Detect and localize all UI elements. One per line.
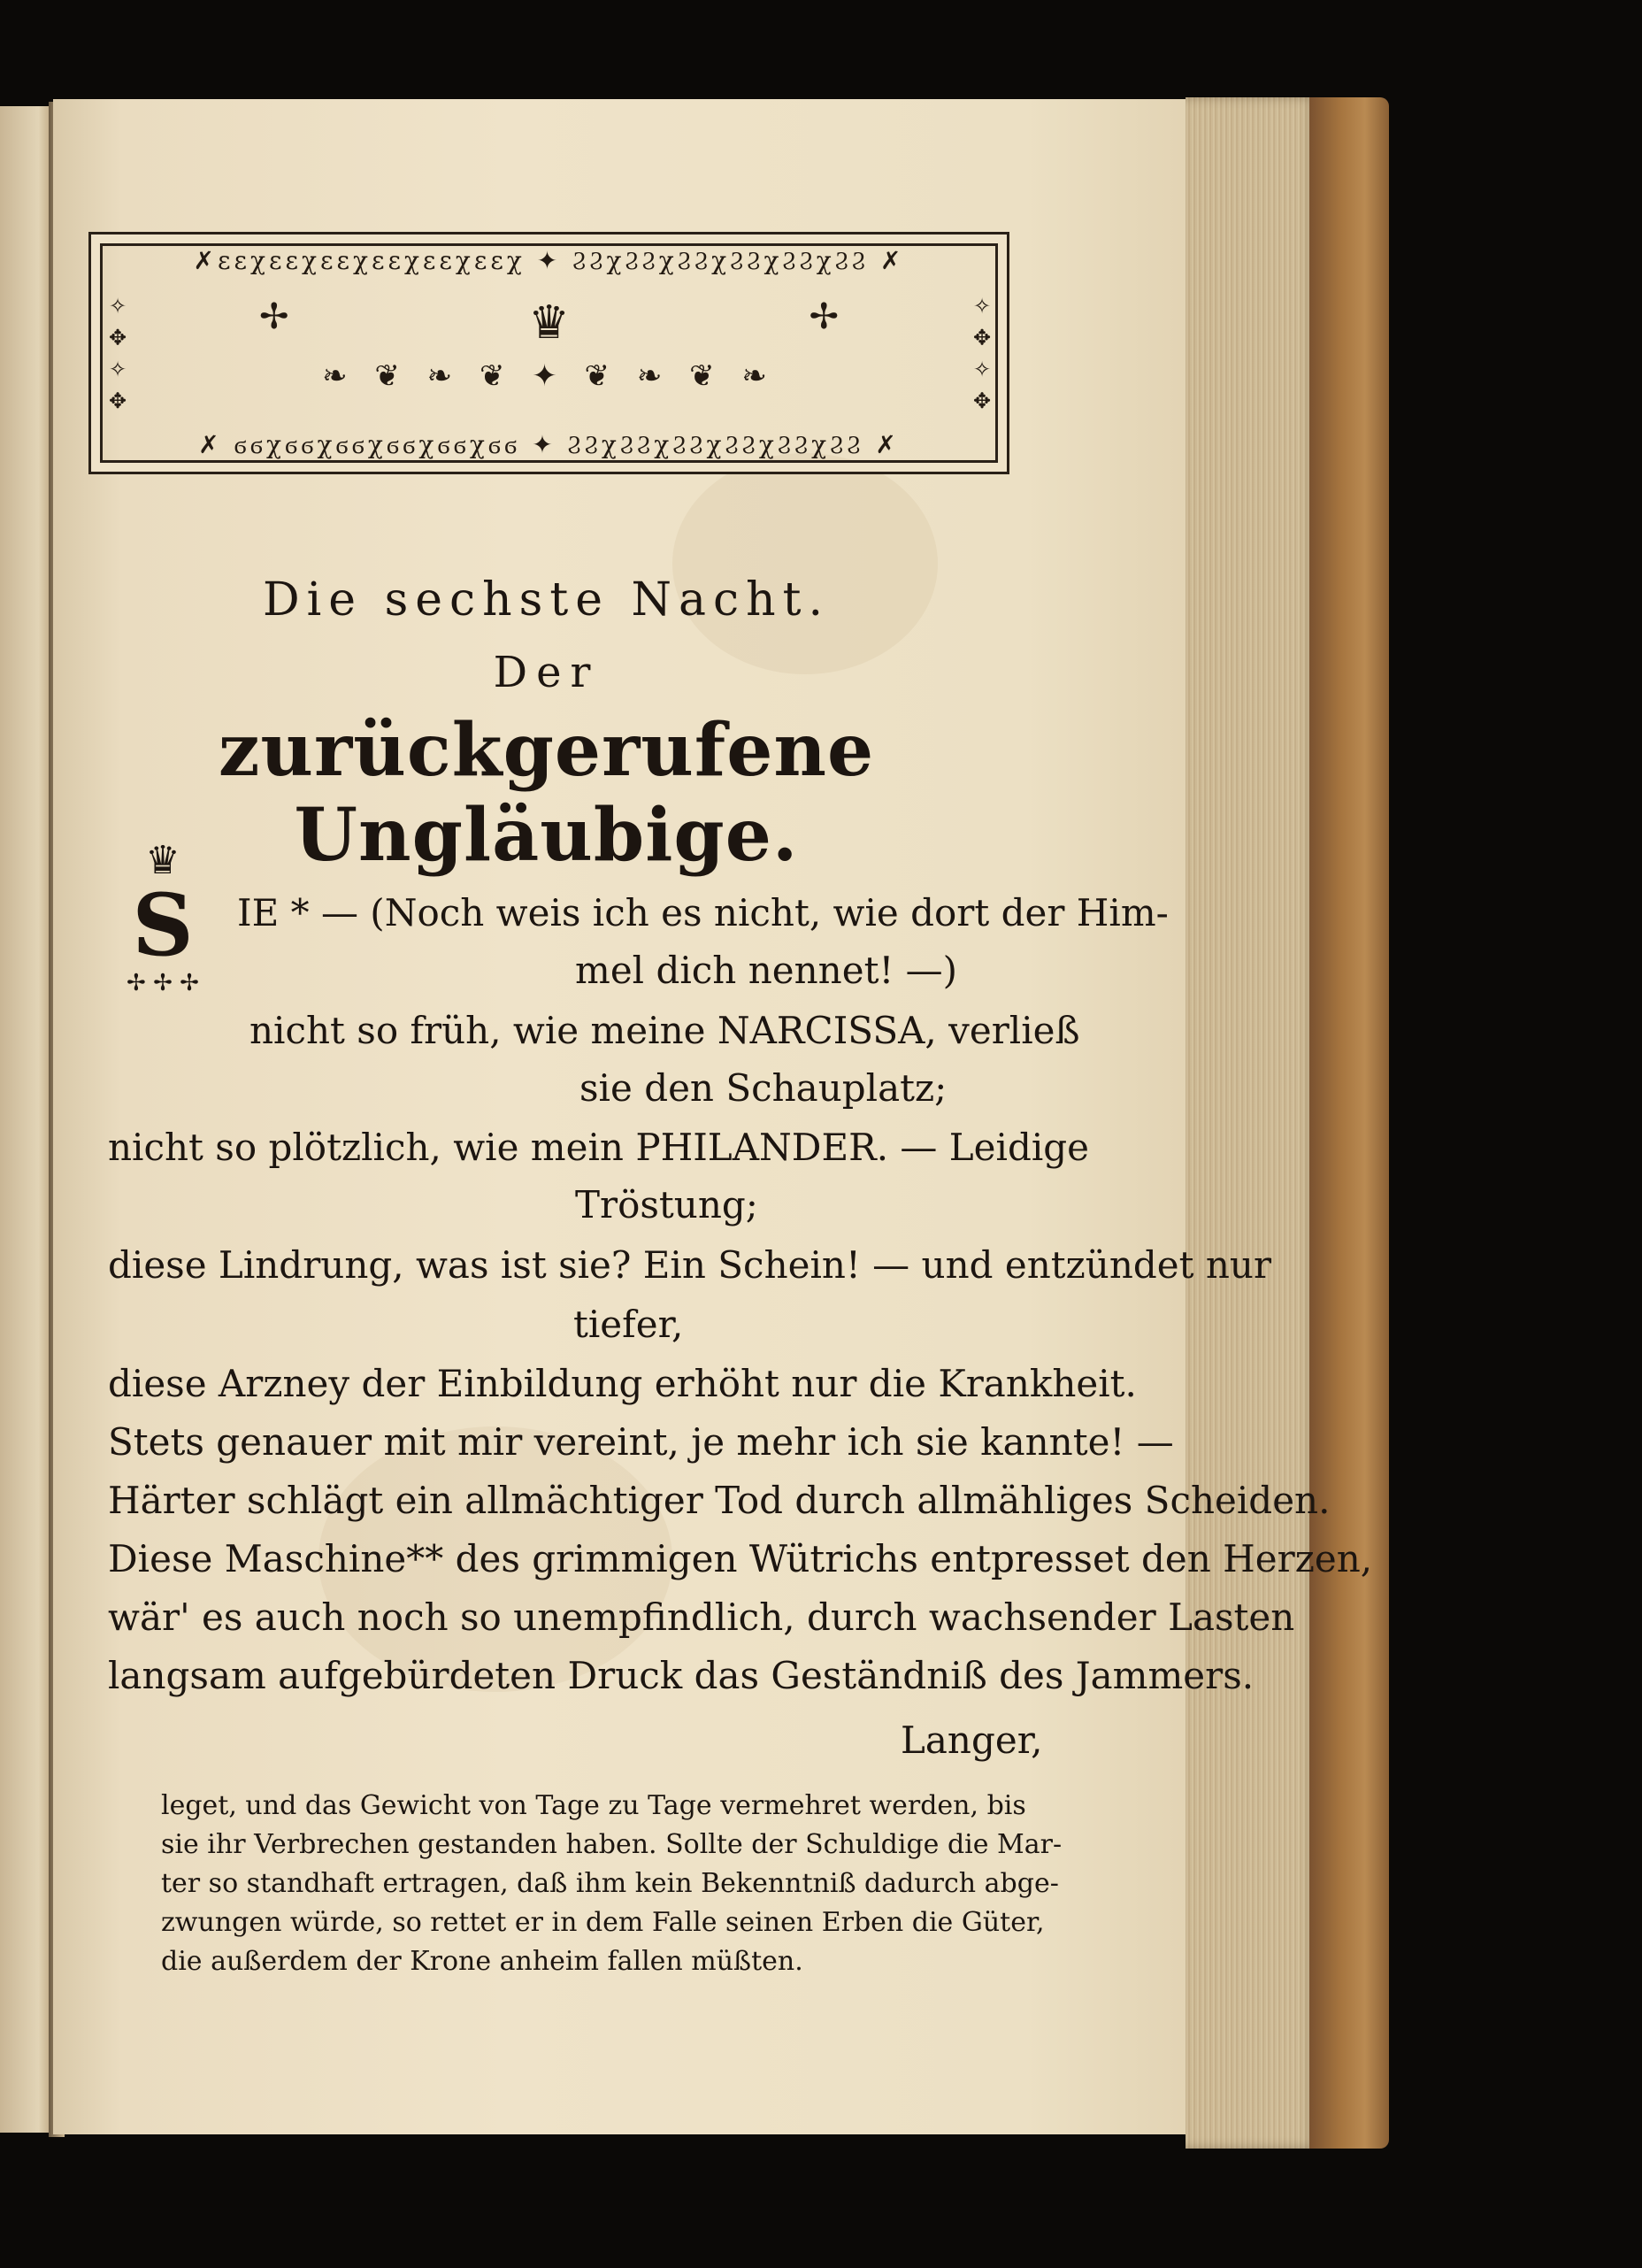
- fleur-icon: ✢: [809, 296, 839, 337]
- facing-page-edge: [0, 106, 55, 2133]
- chapter-heading: Die sechste Nacht.: [262, 573, 831, 627]
- footnote-line: die außerdem der Krone anheim fallen müßten.: [161, 1946, 803, 1977]
- verse-line: tiefer,: [573, 1303, 684, 1346]
- verse-line: wär' es auch noch so unempfindlich, durch wachsender Lasten: [108, 1595, 1295, 1639]
- initial-letter: S: [132, 875, 194, 975]
- verse-line: nicht so früh, wie meine NARCISSA, verließ: [249, 1009, 1080, 1052]
- verse-line: nicht so plötzlich, wie mein PHILANDER. — Leidige: [108, 1126, 1090, 1169]
- header-ornament: [88, 232, 1009, 474]
- chapter-title: zurückgerufene Ungläubige.: [218, 708, 875, 878]
- footnote-line: ter so standhaft ertragen, daß ihm kein Bekenntniß dadurch abge-: [161, 1868, 1059, 1899]
- verse-line: Tröstung;: [575, 1183, 758, 1226]
- ornament-center: [188, 296, 909, 411]
- footnote-line: zwungen würde, so rettet er in dem Falle seinen Erben die Güter,: [161, 1907, 1045, 1938]
- verse-line: IE * — (Noch weis ich es nicht, wie dort der Him-: [237, 891, 1169, 934]
- verse-line: diese Arzney der Einbildung erhöht nur die Krankheit.: [108, 1362, 1137, 1405]
- crown-icon: ♛: [145, 838, 180, 883]
- verse-line: Diese Maschine** des grimmigen Wütrichs entpresset den Herzen,: [108, 1537, 1373, 1580]
- footnote-line: sie ihr Verbrechen gestanden haben. Sollte der Schuldige die Mar-: [161, 1829, 1063, 1860]
- ornament-border-right: ✧ ✥ ✧ ✥: [970, 293, 994, 413]
- title-article: Der: [493, 648, 600, 697]
- flourish-icon: ✢ ✢ ✢: [127, 970, 199, 996]
- footnote-line: leget, und das Gewicht von Tage zu Tage vermehret werden, bis: [161, 1790, 1026, 1821]
- fleur-icon: ✢: [259, 296, 289, 337]
- verse-line: mel dich nennet! —): [575, 949, 958, 992]
- ornament-border-left: ✧ ✥ ✧ ✥: [105, 293, 130, 413]
- ornament-border-bottom: ✗ ϭϭχϭϭχϭϭχϭϭχϭϭχϭϭ ✦ ϨϨχϨϨχϨϨχϨϨχϨϨχϨϨ ✗: [198, 431, 900, 459]
- verse-line: Härter schlägt ein allmächtiger Tod durch allmähliges Scheiden.: [108, 1479, 1331, 1522]
- ornament-border-top: ✗ɛɛχɛɛχɛɛχɛɛχɛɛχɛɛχ ✦ ϨϨχϨϨχϨϨχϨϨχϨϨχϨϨ ✗: [193, 247, 905, 275]
- verse-line: diese Lindrung, was ist sie? Ein Schein! — und entzündet nur: [108, 1243, 1272, 1287]
- page-block-edges: [1185, 97, 1318, 2149]
- crown-icon: ♛: [528, 296, 570, 350]
- paper-stain: [672, 453, 938, 674]
- book-cover-edge: [1309, 97, 1389, 2149]
- catchword: Langer,: [901, 1718, 1043, 1762]
- verse-line: langsam aufgebürdeten Druck das Geständniß des Jammers.: [108, 1654, 1255, 1697]
- verse-line: sie den Schauplatz;: [579, 1066, 948, 1110]
- decorated-initial: [92, 838, 234, 1018]
- vine-ornament: ❧ ❦ ❧ ❦ ✦ ❦ ❧ ❦ ❧: [322, 358, 776, 394]
- verse-line: Stets genauer mit mir vereint, je mehr ich sie kannte! —: [108, 1420, 1174, 1464]
